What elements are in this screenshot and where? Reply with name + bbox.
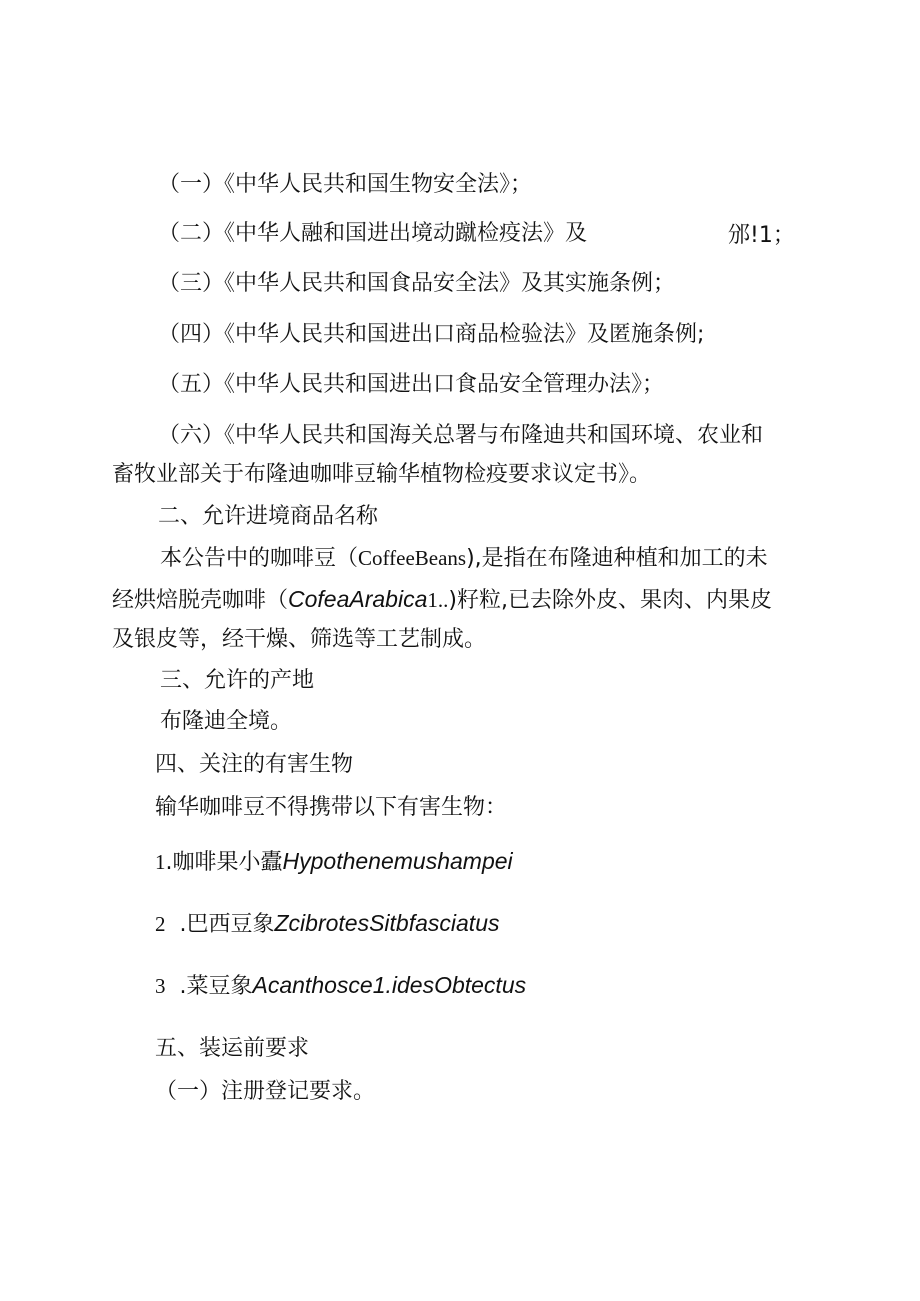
pest-item-2: 2 .巴西豆象ZcibrotesSitbfasciatus [155,910,500,937]
pest-latin-name: Hypothenemushampei [282,848,513,874]
law-item-2: （二）《中华人融和国进出境动蹴检疫法》及 [158,221,588,246]
law-item-5: （五）《中华人民共和国进出口食品安全管理办法》； [158,372,665,397]
section-4-intro: 输华咖啡豆不得携带以下有害生物： [155,795,508,820]
section-2-para-line-1: 本公告中的咖啡豆（CoffeeBeans),是指在布隆迪种植和加工的未 [160,546,768,571]
latin-coffee-beans: CoffeeBeans [358,546,467,570]
section-2-para-line-3: 及银皮等，经干燥、筛选等工艺制成。 [112,627,487,652]
law-item-6-line-1: （六）《中华人民共和国海关总署与布隆迪共和国环境、农业和 [158,423,764,448]
pest-item-3: 3 .菜豆象Acanthosce1.idesObtectus [155,972,527,999]
section-4-heading: 四、关注的有害生物 [155,752,354,777]
section-2-heading: 二、允许进境商品名称 [158,504,379,529]
pest-latin-name: Acanthosce1.idesObtectus [252,972,527,998]
law-item-6-line-2: 畜牧业部关于布隆迪咖啡豆输华植物检疫要求议定书》。 [112,462,652,487]
section-5-heading: 五、装运前要求 [155,1036,310,1061]
law-item-3: （三）《中华人民共和国食品安全法》及其实施条例； [158,271,676,296]
section-3-body: 布隆迪全境。 [160,709,293,734]
law-item-2-tail: 邠!1； [728,223,795,248]
latin-coffea-arabica: CofeaArabica [288,586,428,612]
pest-item-1: 1.咖啡果小蠹Hypothenemushampei [155,848,513,875]
law-item-1: （一）《中华人民共和国生物安全法》； [158,172,533,197]
pest-latin-name: ZcibrotesSitbfasciatus [274,910,500,936]
section-2-para-line-2: 经烘焙脱壳咖啡（CofeaArabica1..)籽粒,已去除外皮、果肉、内果皮 [112,586,772,613]
law-item-4: （四）《中华人民共和国进出口商品检验法》及匿施条例; [158,322,705,347]
section-5-sub-1: （一）注册登记要求。 [155,1079,376,1104]
section-3-heading: 三、允许的产地 [160,668,315,693]
